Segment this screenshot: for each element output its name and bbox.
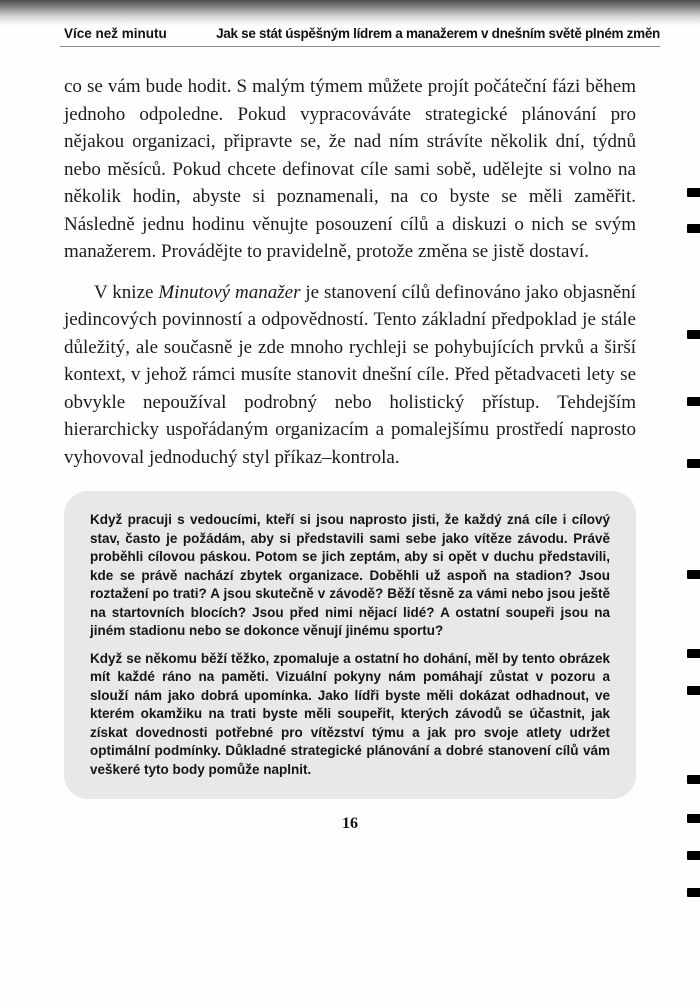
page-edge-mark [687, 224, 700, 233]
page-edge-mark [687, 888, 700, 897]
page-edge-mark [687, 851, 700, 860]
callout-paragraph-1: Když pracuji s vedoucími, kteří si jsou naprosto jisti, že každý zná cíle i cílový stav, často je požádám, aby si představili sami sebe jako vítěze závodu. Právě proběhli cílovou páskou. Potom se jich zeptám, aby si opět v duchu představili, kde se právě nachází zbytek organizace. Doběhli už aspoň na stadion? Jsou roztažení po trati? A jsou skutečně v závodě? Běží těsně za vámi nebo jsou ještě na startovních blocích? Jsou před nimi nějací lidé? A ostatní soupeři jsou na jiném stadionu nebo se dokonce věnují jinému sportu? [90, 512, 610, 638]
paragraph-2-rest: je stanovení cílů definováno jako objasnění jedincových povinností a odpovědností. Tento základní předpoklad je stále důležitý, ale současně je zde mnoho rychleji se pohybujících prvků a širší kontext, v jehož rámci musíte stanovit dnešní cíle. Před pětadvaceti lety se obvykle nepoužíval podrobný nebo holistický přístup. Tehdejším hierarchicky uspořádaným organizacím a pomalejšímu prostředí naprosto vyhovoval jednoduchý styl příkaz–kontrola. [64, 281, 636, 468]
page-edge-mark [687, 330, 700, 339]
page-header [64, 0, 660, 41]
paragraph-2-lead: V knize [94, 281, 159, 303]
page-edge-mark [687, 459, 700, 468]
book-title-header: Více než minutu [64, 26, 167, 41]
callout-paragraph-2: Když se někomu běží těžko, zpomaluje a ostatní ho dohání, měl by tento obrázek mít každé ráno na paměti. Vizuální pokyny nám pomáhají zůstat v pozoru a slouží nám jako dobrá upomínka. Jako lídři byste měli dokázat odhadnout, ve kterém okamžiku na trati byste měli soupeřit, kterých závodů se účastnit, jak získat dovednosti potřebné pro vítězství týmu a jak pro svoje atlety udržet optimální podmínky. Důkladné strategické plánování a dobré stanovení cílů vám veškeré tyto body pomůže naplnit. [90, 650, 610, 777]
callout-box [64, 491, 636, 799]
page-content [64, 73, 636, 833]
page-footer [64, 815, 636, 833]
page-edge-mark [687, 814, 700, 823]
chapter-title-header: Jak se stát úspěšným lídrem a manažerem v dnešním světě plném změn [216, 26, 660, 41]
header-divider [60, 46, 660, 47]
body-paragraph-2 [64, 279, 636, 472]
book-title-reference: Minutový manažer [158, 281, 301, 303]
page-edge-mark [687, 686, 700, 695]
body-paragraph-1: co se vám bude hodit. S malým týmem můžete projít počáteční fázi během jednoho odpoledne. Pokud vypracováváte strategické plánování pro nějakou organizaci, připravte se, že nad ním strávíte několik dní, týdnů nebo měsíců. Pokud chcete definovat cíle sami sobě, udělejte si volno na několik hodin, abyste si poznamenali, na co byste se měli zaměřit. Následně jednu hodinu věnujte posouzení cílů a diskuzi o nich se svým manažerem. Provádějte to pravidelně, protože změna se jistě dostaví. [64, 76, 636, 262]
page-edge-mark [687, 775, 700, 784]
page-edge-mark [687, 188, 700, 197]
page-edge-mark [687, 570, 700, 579]
page-number: 16 [342, 815, 358, 832]
page-edge-mark [687, 397, 700, 406]
page-edge-mark [687, 649, 700, 658]
